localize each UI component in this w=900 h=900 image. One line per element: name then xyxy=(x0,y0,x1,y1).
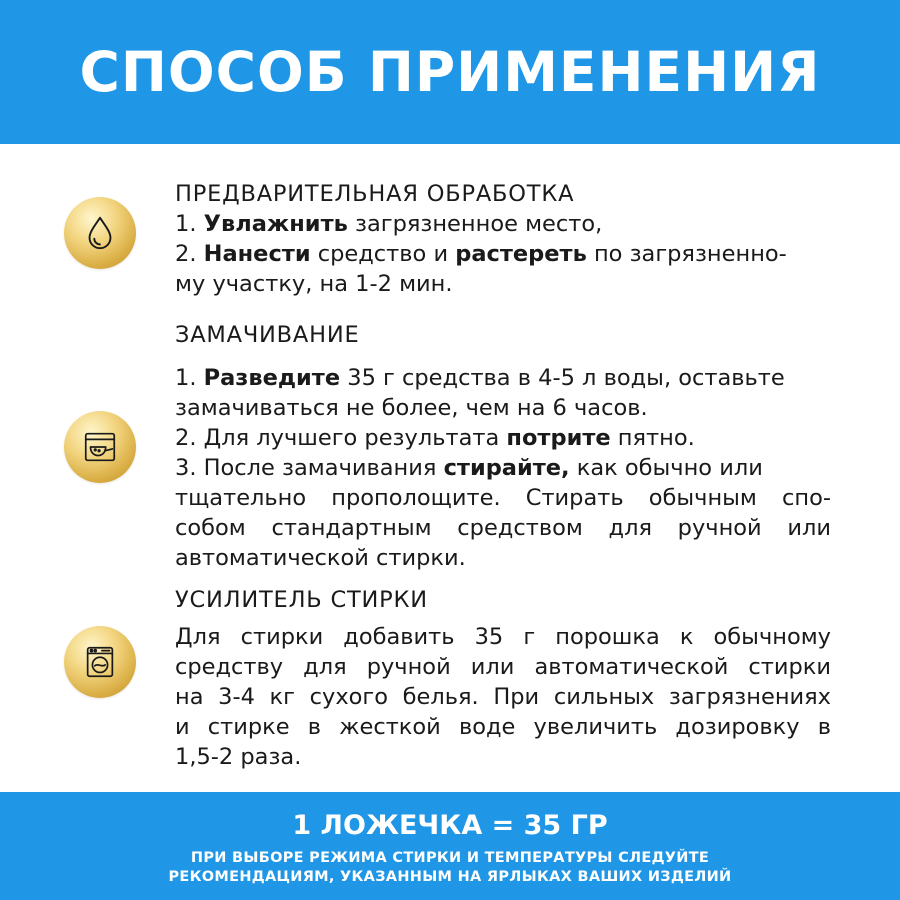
body-line: средству для ручной или автоматической стирки xyxy=(175,654,831,680)
step-line: тщательно прополощите. Стирать обычным спо- xyxy=(175,485,831,511)
line-text: замачиваться не более, чем на 6 часов. xyxy=(175,395,648,421)
step-line xyxy=(175,209,831,239)
step-number: 3. xyxy=(175,455,197,481)
step-line xyxy=(175,239,831,269)
bold-term: Увлажнить xyxy=(203,211,348,237)
step-number: 2. xyxy=(175,425,197,451)
dosage-label: 1 ЛОЖЕЧКА = 35 ГР xyxy=(292,810,608,841)
page-title: СПОСОБ ПРИМЕНЕНИЯ xyxy=(79,40,821,104)
line-text: пятно. xyxy=(610,425,695,451)
section-body xyxy=(175,622,831,772)
soaking-basin-icon xyxy=(64,411,136,483)
step-line xyxy=(175,269,831,299)
footer-banner xyxy=(0,792,900,900)
section-body xyxy=(175,363,831,573)
section-heading: ЗАМАЧИВАНИЕ xyxy=(175,322,360,348)
bold-term: стирайте, xyxy=(443,455,570,481)
section-booster xyxy=(175,585,831,772)
section-heading: ПРЕДВАРИТЕЛЬНАЯ ОБРАБОТКА xyxy=(175,181,575,207)
bold-term: растереть xyxy=(455,241,587,267)
body-line: на 3-4 кг сухого белья. При сильных загрязнениях xyxy=(175,684,831,710)
line-text: Для лучшего результата xyxy=(203,425,507,451)
step-line xyxy=(175,363,831,393)
washing-machine-icon xyxy=(64,626,136,698)
step-line xyxy=(175,453,831,483)
section-pretreatment xyxy=(175,179,831,299)
step-line: собом стандартным средством для ручной или xyxy=(175,515,831,541)
water-drop-icon xyxy=(64,197,136,269)
section-soaking xyxy=(175,320,831,573)
body-line: 1,5-2 раза. xyxy=(175,744,302,770)
step-line xyxy=(175,393,831,423)
step-line xyxy=(175,423,831,453)
body-line: Для стирки добавить 35 г порошка к обычному xyxy=(175,624,831,650)
section-body xyxy=(175,209,831,299)
step-number: 2. xyxy=(175,241,197,267)
bold-term: Разведите xyxy=(203,365,341,391)
section-heading: УСИЛИТЕЛЬ СТИРКИ xyxy=(175,587,428,613)
care-note-line: ПРИ ВЫБОРЕ РЕЖИМА СТИРКИ И ТЕМПЕРАТУРЫ СЛЕДУЙТЕ xyxy=(190,850,710,866)
line-text: загрязненное место, xyxy=(347,211,603,237)
care-note-line: РЕКОМЕНДАЦИЯМ, УКАЗАННЫМ НА ЯРЛЫКАХ ВАШИХ ИЗДЕЛИЙ xyxy=(168,869,732,885)
care-note xyxy=(0,849,900,887)
line-text: средство и xyxy=(310,241,456,267)
step-number: 1. xyxy=(175,211,197,237)
header-banner xyxy=(0,0,900,144)
step-number: 1. xyxy=(175,365,197,391)
bold-term: Нанести xyxy=(203,241,311,267)
step-line: автоматической стирки. xyxy=(175,545,466,571)
line-text: как обычно или xyxy=(569,455,763,481)
line-text: После замачивания xyxy=(203,455,444,481)
body-line: и стирке в жесткой воде увеличить дозировку в xyxy=(175,714,831,740)
bold-term: потрите xyxy=(506,425,611,451)
line-text: 35 г средства в 4-5 л воды, оставьте xyxy=(340,365,785,391)
line-text: по загрязненно- xyxy=(586,241,787,267)
line-text: му участку, на 1-2 мин. xyxy=(175,271,453,297)
